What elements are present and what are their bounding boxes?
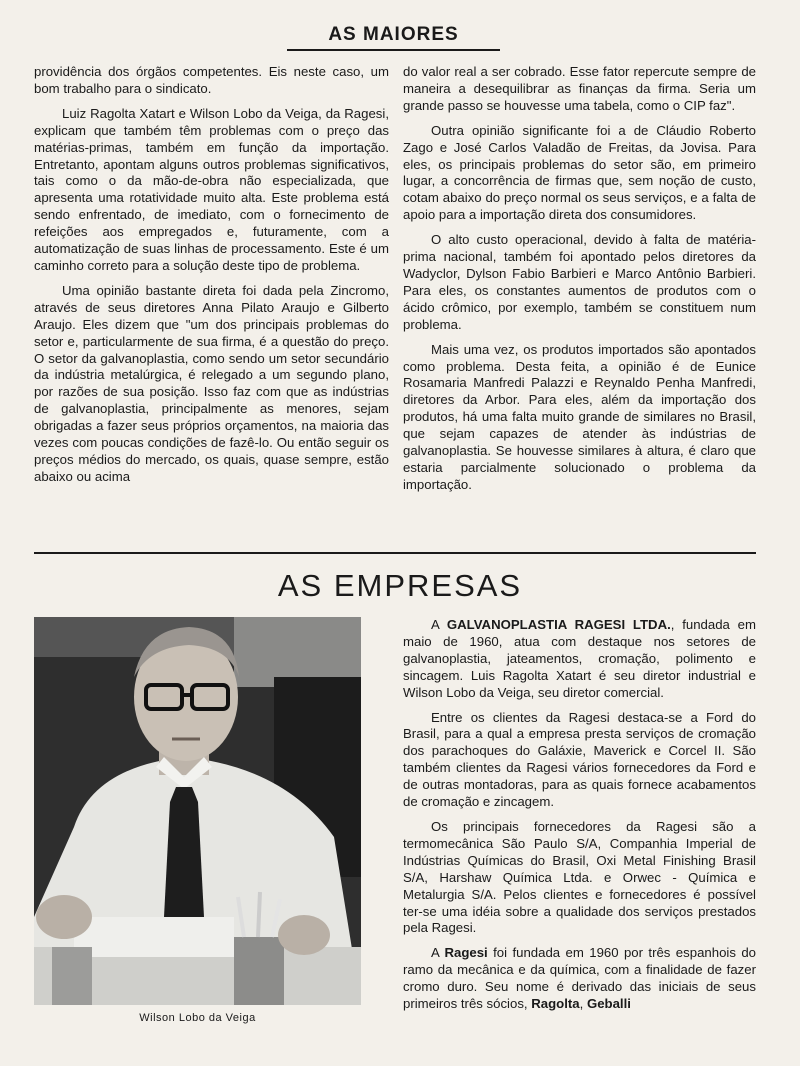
portrait-illustration [34,617,361,1005]
text-fragment: A [431,617,447,632]
header-rule [287,49,500,51]
text-fragment: , fundada em maio de 1960, atua com destaque nos setores de galvanoplastia, jateamentos, cromação, polimento e sincagem. Luis Ragolta Xatart é seu diretor industrial e Wilson Lobo da Veiga, seu diretor comercial. [403,617,757,700]
paragraph: do valor real a ser cobrado. Esse fator repercute sempre de maneira a desequilibrar as finanças da firma. Seria um grande passo se houvesse uma tabela, como o CIP faz". [403,64,756,113]
paragraph: Luiz Ragolta Xatart e Wilson Lobo da Veiga, da Ragesi, explicam que também têm problemas com o preço das matérias-primas, também em função da importação. Entretanto, apontam alguns outros problemas significativos, tais como o da mão-de-obra não especializada, que apresenta uma rotatividade muito alta. Este problema está sendo enfrentado, de imediato, com o fornecimento de refeições aos empregados e, futuramente, com a automatização de suas linhas de processamento. Este é um caminho correto para a solução deste tipo de problema. [34,105,389,273]
column-right-bottom [403,617,756,1021]
column-right-top [403,64,756,502]
header-title: AS MAIORES [328,24,459,45]
paragraph: providência dos órgãos competentes. Eis neste caso, um bom trabalho para o sindicato. [34,64,389,96]
portrait-photo [34,617,361,1005]
paragraph: Entre os clientes da Ragesi destaca-se a Ford do Brasil, para a qual a empresa presta serviços de cromação dos parachoques do Galáxie, Maverick e Corcel II. São também clientes da Ragesi vários fornecedores da Ford e de outras montadoras, para as quais fornece acabamentos de cromação e zincagem. [403,709,756,810]
section-divider [34,552,756,554]
column-left-top [34,64,389,494]
photo-caption: Wilson Lobo da Veiga [139,1012,256,1024]
paragraph: Os principais fornecedores da Ragesi são a termomecânica São Paulo S/A, Companhia Imperial de Indústrias Químicas do Brasil, Oxi Metal Finishing Brasil S/A, Harshaw Química Ltda. e Orwec - Química e Metalurgia S/A. Pelos clientes e fornecedores é possível ter-se uma idéia sobre a qualidade dos serviços prestados pela Ragesi. [403,818,756,936]
paragraph: Mais uma vez, os produtos importados são apontados como problema. Desta feita, a opinião é de Eunice Rosamaria Manfredi Palazzi e Reynaldo Penha Manfredi, diretores da Arbor. Para eles, além da importação dos produtos, há uma falta muito grande de similares no Brasil, que sejam capazes de atender às indústrias de galvanoplastia. Se houvesse similares à altura, é claro que estaria parcialmente solucionado o problema da importação. [403,341,756,492]
company-name-short: Ragesi [444,945,488,961]
founder-name: Ragolta [531,996,580,1012]
company-name: GALVANOPLASTIA RAGESI LTDA. [446,617,671,632]
paragraph: O alto custo operacional, devido à falta de matéria-prima nacional, também foi apontado pelos diretores da Wadyclor, Dylson Fabio Barbieri e Marco Antônio Barbieri. Para eles, os constantes aumentos de produtos com o ácido crômico, por exemplo, também se constituem num problema. [403,232,756,332]
text-fragment: , [579,996,587,1012]
paragraph [403,617,756,702]
text-fragment: A [431,945,445,961]
page-header [287,24,500,51]
text-fragment: foi fundada em 1960 por três espanhois do ramo da mecânica e da química, com a finalidade de fazer cromo duro. Seu nome é derivado das iniciais de seus primeiros três sócios, [403,945,756,1012]
paragraph [403,945,756,1013]
paragraph: Uma opinião bastante direta foi dada pela Zincromo, através de seus diretores Anna Pilato Araujo e Gilberto Araujo. Eles dizem que "um dos principais problemas do setor e, particularmente de sua firma, é a questão do preço. O setor da galvanoplastia, como sendo um setor secundário da indústria metalúrgica, é relegado a um segundo plano, por razões de sua posição. Isso faz com que as indústrias de galvanoplastia, principalmente as menores, sejam obrigadas a fazer seus próprios orçamentos, na maioria das vezes com poucas condições de fazê-lo. Ou então seguir os preços médios do mercado, os quais, quase sempre, estão abaixo ou acima [34,282,389,484]
paragraph: Outra opinião significante foi a de Cláudio Roberto Zago e José Carlos Valadão de Freitas, da Jovisa. Para eles, os principais problemas do setor são, em primeiro lugar, a concorrência de firmas que, sem noção de custo, cotam abaixo do preço normal os seus serviços, e a falta de apoio para a importação direta dos consumidores. [403,122,756,223]
section-title: AS EMPRESAS [277,568,523,603]
founder-name: Geballi [586,996,631,1012]
